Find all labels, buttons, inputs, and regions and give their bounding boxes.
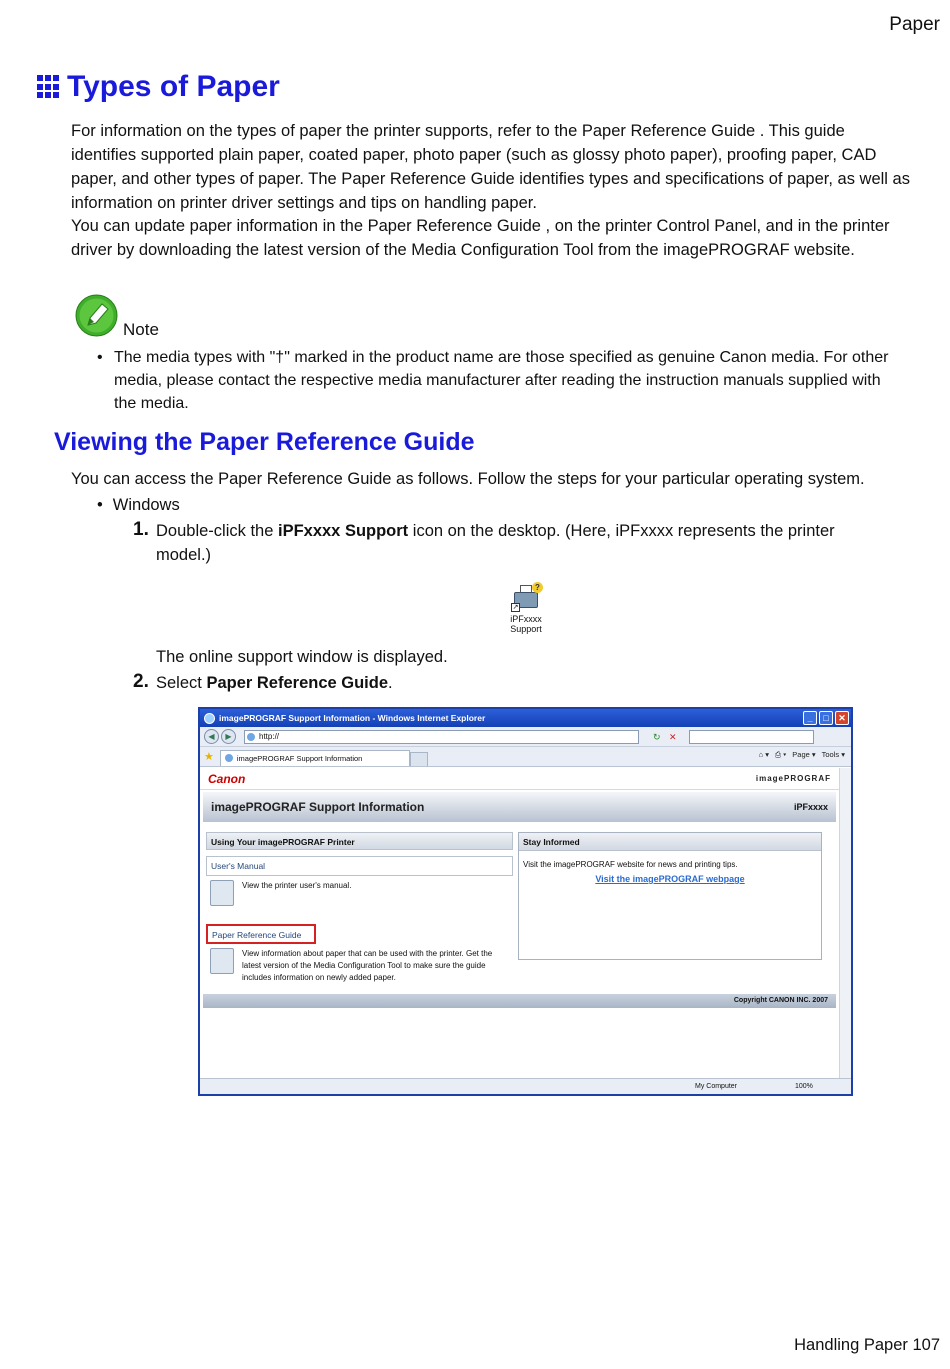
desktop-icon-label-1: iPFxxxx bbox=[510, 614, 542, 624]
minimize-button[interactable]: _ bbox=[803, 711, 817, 725]
browser-screenshot bbox=[198, 707, 853, 1096]
step-number: 1. bbox=[133, 519, 149, 540]
refresh-icon[interactable]: ↻ bbox=[653, 731, 661, 742]
status-bar bbox=[200, 1078, 851, 1094]
paper-guide-icon bbox=[210, 948, 234, 974]
support-banner bbox=[203, 792, 836, 822]
page-footer: Handling Paper 107 bbox=[794, 1336, 940, 1354]
step-1 bbox=[133, 519, 893, 567]
online-window-text: The online support window is displayed. bbox=[156, 648, 448, 666]
print-icon[interactable]: ⎙ ▾ bbox=[775, 750, 787, 759]
close-button[interactable]: ✕ bbox=[835, 711, 849, 725]
step-text-post: . bbox=[388, 674, 393, 692]
bullet-dot: • bbox=[97, 349, 103, 366]
step-number: 2. bbox=[133, 671, 149, 692]
os-label: Windows bbox=[112, 496, 180, 514]
imageprograf-logo: imagePROGRAF bbox=[755, 774, 831, 783]
users-manual-desc: View the printer user's manual. bbox=[242, 881, 352, 890]
paper-reference-guide-link[interactable]: Paper Reference Guide bbox=[206, 924, 316, 944]
tools-menu[interactable]: Tools ▾ bbox=[821, 750, 845, 759]
back-icon[interactable]: ◀ bbox=[204, 729, 219, 744]
grid-icon bbox=[37, 75, 61, 99]
note-pencil-icon bbox=[75, 294, 118, 337]
page-content bbox=[200, 768, 851, 1078]
prg-item bbox=[206, 948, 513, 984]
browser-title: imagePROGRAF Support Information - Windows Internet Explorer bbox=[219, 713, 486, 723]
search-input[interactable] bbox=[689, 730, 814, 744]
step-text-bold: Paper Reference Guide bbox=[206, 674, 389, 692]
step-text-pre: Double-click the bbox=[156, 522, 278, 540]
users-manual-link[interactable]: User's Manual bbox=[206, 856, 513, 876]
step-text bbox=[156, 519, 893, 567]
ipf-support-desktop-icon[interactable] bbox=[505, 584, 547, 642]
command-bar bbox=[759, 750, 845, 760]
step-2 bbox=[133, 671, 893, 695]
forward-icon[interactable]: ▶ bbox=[221, 729, 236, 744]
right-column bbox=[518, 832, 822, 960]
running-header: Paper bbox=[889, 14, 940, 35]
address-bar bbox=[200, 727, 851, 747]
ie-icon bbox=[204, 713, 215, 724]
step-text bbox=[156, 671, 893, 695]
address-input[interactable]: http:// bbox=[244, 730, 639, 744]
os-bullet bbox=[97, 493, 180, 517]
step-text-pre: Select bbox=[156, 674, 207, 692]
note-text: The media types with "†" marked in the product name are those specified as genuine Canon media. For other media, please contact the respective media manufacturer after reading the instruction manuals supplied with the media. bbox=[114, 349, 889, 412]
tab-support-information[interactable]: imagePROGRAF Support Information bbox=[220, 750, 410, 766]
banner-title: imagePROGRAF Support Information bbox=[211, 800, 425, 814]
vertical-scrollbar[interactable] bbox=[839, 768, 851, 1078]
right-body bbox=[519, 851, 821, 893]
printer-support-icon: ? ↗ bbox=[511, 584, 541, 612]
brand-row bbox=[200, 768, 839, 790]
status-zone: My Computer bbox=[695, 1083, 738, 1090]
page-menu[interactable]: Page ▾ bbox=[792, 750, 816, 759]
note-label: Note bbox=[123, 320, 159, 339]
new-tab-button[interactable] bbox=[410, 752, 428, 766]
desktop-icon-label-2: Support bbox=[510, 624, 542, 634]
manual-icon bbox=[210, 880, 234, 906]
intro-paragraph-1: For information on the types of paper the printer supports, refer to the Paper Reference Guide . This guide identifies supported plain paper, coated paper, photo paper (such as glossy photo paper), proofing paper, CAD paper, and other types of paper. The Paper Reference Guide identifies types and specifications of paper, as well as information on printer driver settings and tips on handling paper. bbox=[71, 122, 910, 212]
bullet-dot: • bbox=[97, 496, 103, 514]
note-bullet bbox=[97, 346, 897, 415]
home-icon[interactable]: ⌂ ▾ bbox=[758, 750, 770, 759]
section-intro: You can access the Paper Reference Guide as follows. Follow the steps for your particular operating system. bbox=[71, 470, 865, 488]
left-section-heading: Using Your imagePROGRAF Printer bbox=[206, 832, 513, 850]
favorites-star-icon[interactable]: ★ bbox=[204, 751, 214, 763]
maximize-button[interactable]: □ bbox=[819, 711, 833, 725]
step-text-bold: iPFxxxx Support bbox=[277, 522, 409, 540]
left-column bbox=[206, 832, 513, 984]
stop-icon[interactable]: ✕ bbox=[669, 731, 677, 742]
page-title bbox=[37, 70, 280, 104]
section-heading: Viewing the Paper Reference Guide bbox=[54, 428, 475, 456]
banner-model: iPFxxxx bbox=[793, 802, 828, 812]
status-zoom[interactable]: 100% bbox=[795, 1083, 813, 1090]
browser-titlebar bbox=[200, 709, 851, 727]
page-title-text: Types of Paper bbox=[67, 70, 280, 103]
imageprograf-webpage-link[interactable]: Visit the imagePROGRAF webpage bbox=[595, 874, 745, 884]
right-text: Visit the imagePROGRAF website for news and printing tips. bbox=[523, 860, 738, 869]
intro-paragraph-2: You can update paper information in the Paper Reference Guide , on the printer Control Panel, and in the printer driver by downloading the latest version of the Media Configuration Tool from the imagePROGRAF website. bbox=[71, 217, 890, 259]
canon-logo: Canon bbox=[208, 771, 246, 786]
prg-desc: View information about paper that can be used with the printer. Get the latest version of the Media Configuration Tool to make sure the guide includes information on newly added paper. bbox=[242, 949, 493, 982]
step-text-post: icon on the desktop. (Here, iPFxxxx represents the printer model.) bbox=[156, 522, 835, 564]
copyright-bar: Copyright CANON INC. 2007 bbox=[203, 994, 836, 1008]
tab-bar bbox=[200, 747, 851, 767]
right-section-heading: Stay Informed bbox=[519, 833, 821, 851]
users-manual-item bbox=[206, 880, 513, 906]
